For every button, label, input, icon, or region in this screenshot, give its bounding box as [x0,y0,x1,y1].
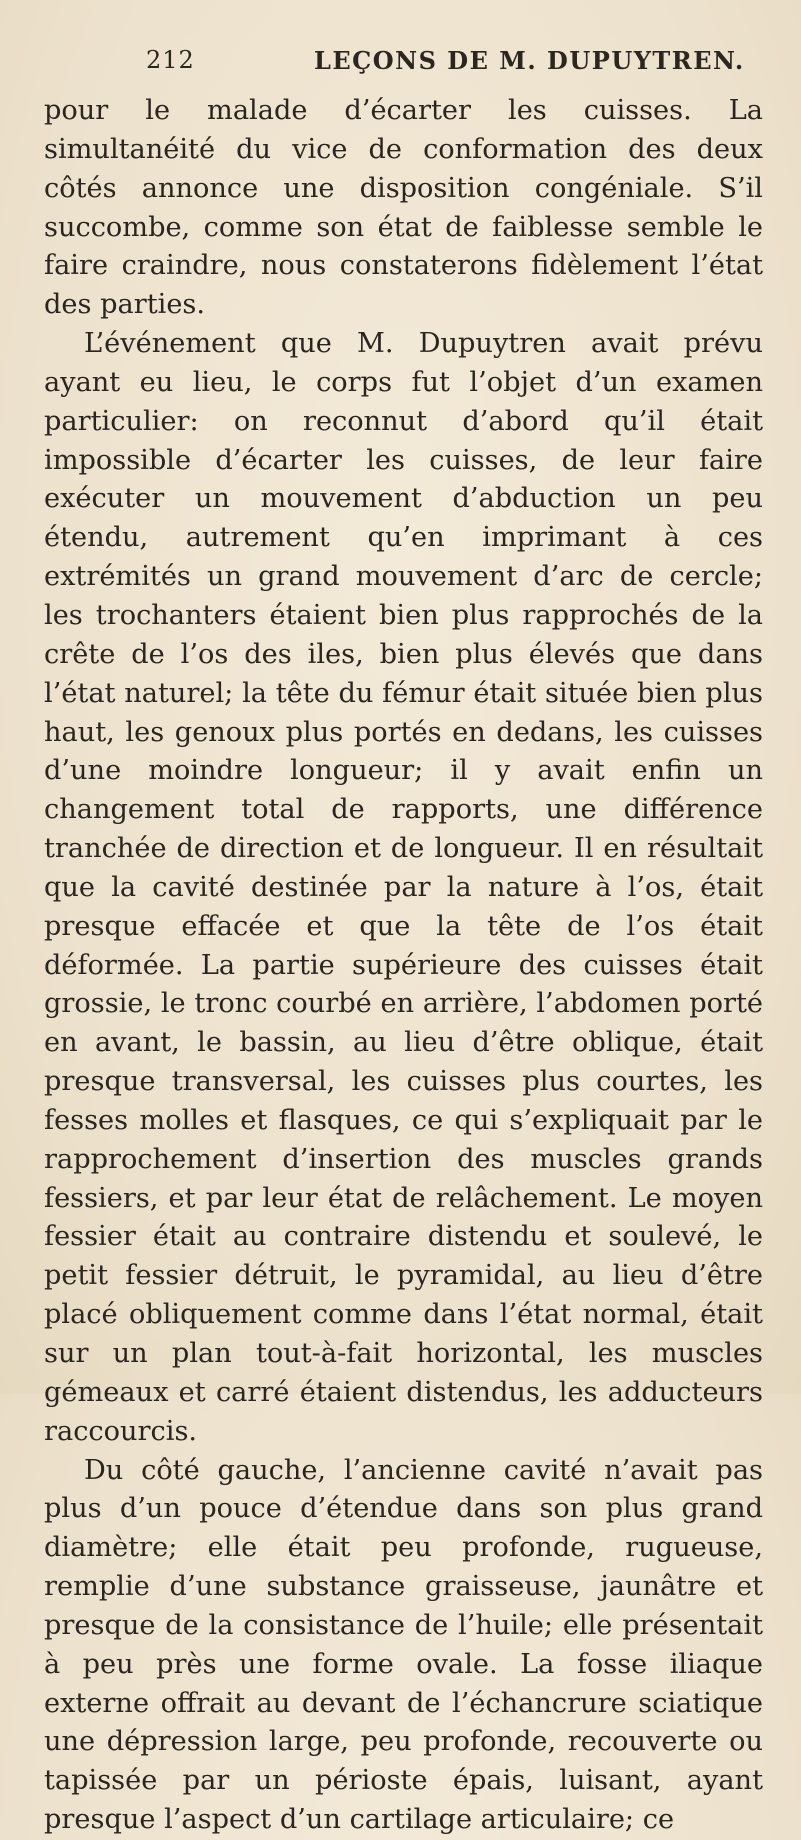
paragraph-1: pour le malade d’écarter les cuisses. La simultanéité du vice de conformation des deux côtés annonce une disposition congéniale. S’il succombe, comme son état de faiblesse semble le faire craindre, nous constaterons fidèlement l’état des parties. [44,95,763,321]
paragraph-2: L’événement que M. Dupuytren avait prévu ayant eu lieu, le corps fut l’objet d’un examen particulier: on reconnut d’abord qu’il était impossible d’écarter les cuisses, de leur faire exécuter un mouvement d’abduction un peu étendu, autrement qu’en imprimant à ces extrémités un grand mouvement d’arc de cercle; les trochanters étaient bien plus rapprochés de la crête de l’os des iles, bien plus élevés que dans l’état naturel; la tête du fémur était située bien plus haut, les genoux plus portés en dedans, les cuisses d’une moindre longueur; il y avait enfin un changement total de rapports, une différence tranchée de direction et de longueur. Il en résultait que la cavité destinée par la nature à l’os, était presque effacée et que la tête de l’os était déformée. La partie supérieure des cuisses était grossie, le tronc courbé en arrière, l’abdomen porté en avant, le bassin, au lieu d’être oblique, était presque transversal, les cuisses plus courtes, les fesses molles et flasques, ce qui s’expliquait par le rapprochement d’insertion des muscles grands fessiers, et par leur état de relâchement. Le moyen fessier était au contraire distendu et soulevé, le petit fessier détruit, le pyramidal, au lieu d’être placé obliquement comme dans l’état normal, était sur un plan tout-à-fait horizontal, les muscles gémeaux et carré étaient distendus, les adducteurs raccourcis. [44,328,763,1447]
page-number: 212 [146,46,195,74]
running-head [44,46,763,86]
body-text [44,92,763,1840]
paragraph-3: Du côté gauche, l’ancienne cavité n’avait pas plus d’un pouce d’étendue dans son plus grand diamètre; elle était peu profonde, rugueuse, remplie d’une substance graisseuse, jaunâtre et presque de la consistance de l’huile; elle présentait à peu près une forme ovale. La fosse iliaque externe offrait au devant de l’échancrure sciatique une dépression large, peu profonde, recouverte ou tapissée par un périoste épais, luisant, ayant presque l’aspect d’un cartilage articulaire; ce [44,1454,763,1836]
running-title: LEÇONS DE M. DUPUYTREN. [314,46,745,75]
